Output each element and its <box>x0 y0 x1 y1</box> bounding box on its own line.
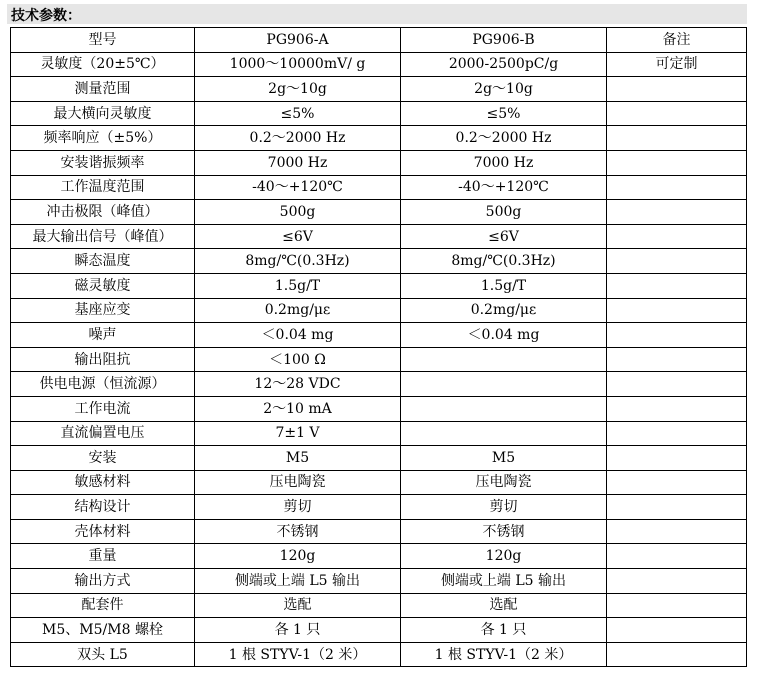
table-row <box>11 519 747 544</box>
value-cell: ≤5% <box>401 101 607 126</box>
parameter-name-cell: 壳体材料 <box>11 519 195 544</box>
table-row <box>11 126 747 151</box>
remark-cell <box>607 273 747 298</box>
table-header-row <box>11 28 747 53</box>
parameter-name-cell: 磁灵敏度 <box>11 273 195 298</box>
table-row <box>11 52 747 77</box>
parameter-name-cell: 工作温度范围 <box>11 175 195 200</box>
header-cell: 型号 <box>11 28 195 53</box>
remark-cell <box>607 150 747 175</box>
remark-cell <box>607 126 747 151</box>
parameter-name-cell: 冲击极限（峰值） <box>11 200 195 225</box>
table-row <box>11 642 747 667</box>
table-row <box>11 544 747 569</box>
value-cell: 2000-2500pC/g <box>401 52 607 77</box>
parameter-name-cell: 配套件 <box>11 593 195 618</box>
parameter-name-cell: 灵敏度（20±5℃） <box>11 52 195 77</box>
remark-cell <box>607 642 747 667</box>
parameter-name-cell: 工作电流 <box>11 396 195 421</box>
table-row <box>11 273 747 298</box>
remark-cell <box>607 224 747 249</box>
value-cell: 12～28 VDC <box>195 372 401 397</box>
table-row <box>11 396 747 421</box>
table-row <box>11 323 747 348</box>
value-cell: ＜100 Ω <box>195 347 401 372</box>
value-cell <box>401 421 607 446</box>
value-cell: 1 根 STYV-1（2 米） <box>195 642 401 667</box>
value-cell: 2g～10g <box>195 77 401 102</box>
value-cell: 8mg/℃(0.3Hz) <box>195 249 401 274</box>
parameter-name-cell: 最大横向灵敏度 <box>11 101 195 126</box>
header-cell: PG906-B <box>401 28 607 53</box>
remark-cell: 可定制 <box>607 52 747 77</box>
value-cell: ≤6V <box>195 224 401 249</box>
remark-cell <box>607 470 747 495</box>
value-cell: 侧端或上端 L5 输出 <box>195 569 401 594</box>
value-cell <box>401 372 607 397</box>
value-cell: 不锈钢 <box>401 519 607 544</box>
value-cell <box>401 347 607 372</box>
value-cell: 0.2～2000 Hz <box>401 126 607 151</box>
table-row <box>11 101 747 126</box>
parameter-name-cell: 测量范围 <box>11 77 195 102</box>
value-cell: 2g～10g <box>401 77 607 102</box>
spec-table <box>10 27 747 667</box>
value-cell: 选配 <box>195 593 401 618</box>
remark-cell <box>607 519 747 544</box>
value-cell: 压电陶瓷 <box>195 470 401 495</box>
spec-table-body <box>11 28 747 667</box>
parameter-name-cell: 重量 <box>11 544 195 569</box>
value-cell: 0.2mg/με <box>195 298 401 323</box>
remark-cell <box>607 593 747 618</box>
remark-cell <box>607 323 747 348</box>
table-row <box>11 618 747 643</box>
value-cell: -40～+120℃ <box>195 175 401 200</box>
value-cell: 各 1 只 <box>401 618 607 643</box>
value-cell: 不锈钢 <box>195 519 401 544</box>
value-cell: 1.5g/T <box>401 273 607 298</box>
value-cell: 1 根 STYV-1（2 米） <box>401 642 607 667</box>
value-cell: 各 1 只 <box>195 618 401 643</box>
parameter-name-cell: 安装 <box>11 446 195 471</box>
parameter-name-cell: 供电电源（恒流源） <box>11 372 195 397</box>
value-cell: 压电陶瓷 <box>401 470 607 495</box>
value-cell: 0.2mg/με <box>401 298 607 323</box>
value-cell: M5 <box>195 446 401 471</box>
remark-cell <box>607 77 747 102</box>
table-row <box>11 249 747 274</box>
value-cell: 7000 Hz <box>401 150 607 175</box>
parameter-name-cell: 敏感材料 <box>11 470 195 495</box>
remark-cell <box>607 544 747 569</box>
remark-cell <box>607 200 747 225</box>
parameter-name-cell: 双头 L5 <box>11 642 195 667</box>
value-cell: 0.2～2000 Hz <box>195 126 401 151</box>
table-row <box>11 77 747 102</box>
value-cell: -40～+120℃ <box>401 175 607 200</box>
remark-cell <box>607 249 747 274</box>
value-cell: ≤5% <box>195 101 401 126</box>
table-row <box>11 569 747 594</box>
value-cell: 1.5g/T <box>195 273 401 298</box>
parameter-name-cell: 基座应变 <box>11 298 195 323</box>
value-cell: 500g <box>401 200 607 225</box>
parameter-name-cell: 直流偏置电压 <box>11 421 195 446</box>
value-cell: 7±1 V <box>195 421 401 446</box>
value-cell: ＜0.04 mg <box>401 323 607 348</box>
value-cell: 剪切 <box>195 495 401 520</box>
value-cell: 2～10 mA <box>195 396 401 421</box>
parameter-name-cell: 噪声 <box>11 323 195 348</box>
table-row <box>11 470 747 495</box>
parameter-name-cell: 瞬态温度 <box>11 249 195 274</box>
section-title: 技术参数： <box>11 8 81 24</box>
parameter-name-cell: M5、M5/M8 螺栓 <box>11 618 195 643</box>
value-cell: ＜0.04 mg <box>195 323 401 348</box>
value-cell: 剪切 <box>401 495 607 520</box>
parameter-name-cell: 输出方式 <box>11 569 195 594</box>
remark-cell <box>607 175 747 200</box>
table-row <box>11 200 747 225</box>
table-row <box>11 593 747 618</box>
parameter-name-cell: 结构设计 <box>11 495 195 520</box>
value-cell: M5 <box>401 446 607 471</box>
remark-cell <box>607 101 747 126</box>
table-row <box>11 446 747 471</box>
parameter-name-cell: 频率响应（±5%） <box>11 126 195 151</box>
value-cell <box>401 396 607 421</box>
table-row <box>11 175 747 200</box>
table-row <box>11 372 747 397</box>
value-cell: 7000 Hz <box>195 150 401 175</box>
header-cell: PG906-A <box>195 28 401 53</box>
remark-cell <box>607 372 747 397</box>
remark-cell <box>607 421 747 446</box>
remark-cell <box>607 569 747 594</box>
remark-cell <box>607 495 747 520</box>
parameter-name-cell: 输出阻抗 <box>11 347 195 372</box>
header-cell: 备注 <box>607 28 747 53</box>
value-cell: ≤6V <box>401 224 607 249</box>
value-cell: 120g <box>195 544 401 569</box>
section-title-bar <box>7 4 747 24</box>
value-cell: 1000～10000mV/ g <box>195 52 401 77</box>
remark-cell <box>607 618 747 643</box>
parameter-name-cell: 安装谐振频率 <box>11 150 195 175</box>
value-cell: 选配 <box>401 593 607 618</box>
value-cell: 120g <box>401 544 607 569</box>
remark-cell <box>607 347 747 372</box>
table-row <box>11 150 747 175</box>
table-row <box>11 347 747 372</box>
remark-cell <box>607 446 747 471</box>
value-cell: 侧端或上端 L5 输出 <box>401 569 607 594</box>
value-cell: 500g <box>195 200 401 225</box>
table-row <box>11 224 747 249</box>
value-cell: 8mg/℃(0.3Hz) <box>401 249 607 274</box>
parameter-name-cell: 最大输出信号（峰值） <box>11 224 195 249</box>
table-row <box>11 421 747 446</box>
table-row <box>11 495 747 520</box>
remark-cell <box>607 396 747 421</box>
table-row <box>11 298 747 323</box>
remark-cell <box>607 298 747 323</box>
